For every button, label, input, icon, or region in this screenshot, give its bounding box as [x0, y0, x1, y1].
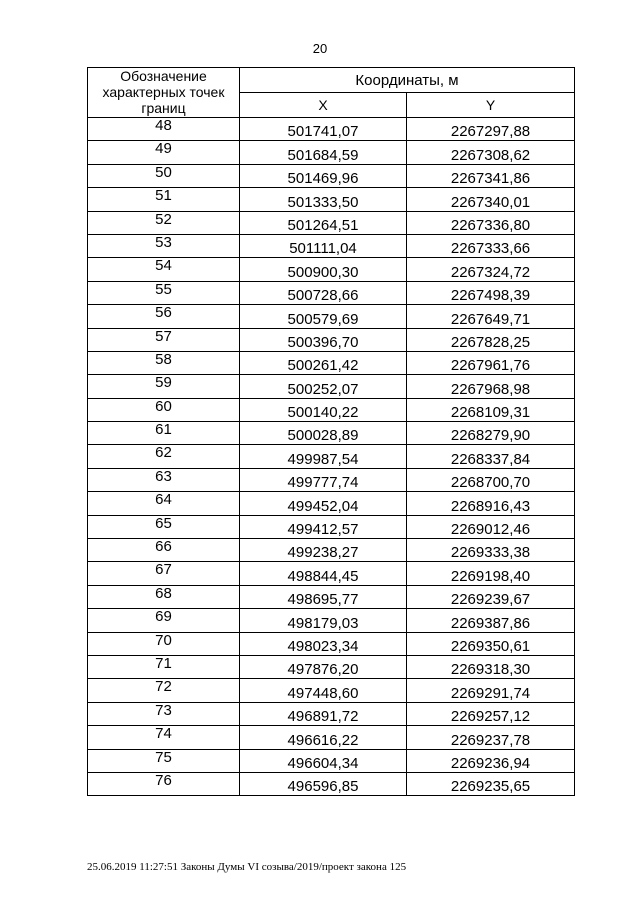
point-cell: 52 [88, 211, 240, 234]
table-row [88, 749, 575, 772]
table-row [88, 726, 575, 749]
x-coordinate-cell: 498023,34 [240, 632, 407, 655]
table-row [88, 351, 575, 374]
y-coordinate-cell: 2267333,66 [407, 234, 575, 257]
point-cell: 70 [88, 632, 240, 655]
table-header-row [88, 68, 575, 93]
x-coordinate-cell: 501469,96 [240, 164, 407, 187]
table-row [88, 539, 575, 562]
y-coordinate-cell: 2267828,25 [407, 328, 575, 351]
x-coordinate-cell: 498695,77 [240, 585, 407, 608]
table-row [88, 118, 575, 141]
table-row [88, 234, 575, 257]
point-cell: 49 [88, 141, 240, 164]
y-coordinate-cell: 2267961,76 [407, 351, 575, 374]
y-coordinate-cell: 2269350,61 [407, 632, 575, 655]
point-cell: 55 [88, 281, 240, 304]
header-coordinates: Координаты, м [240, 68, 575, 93]
x-coordinate-cell: 501264,51 [240, 211, 407, 234]
table-row [88, 258, 575, 281]
table-row [88, 585, 575, 608]
y-coordinate-cell: 2269291,74 [407, 679, 575, 702]
y-coordinate-cell: 2269257,12 [407, 702, 575, 725]
point-cell: 61 [88, 422, 240, 445]
y-coordinate-cell: 2269236,94 [407, 749, 575, 772]
point-cell: 67 [88, 562, 240, 585]
table-row [88, 562, 575, 585]
point-cell: 69 [88, 609, 240, 632]
y-coordinate-cell: 2267336,80 [407, 211, 575, 234]
point-cell: 60 [88, 398, 240, 421]
point-cell: 51 [88, 188, 240, 211]
x-coordinate-cell: 497448,60 [240, 679, 407, 702]
x-coordinate-cell: 501111,04 [240, 234, 407, 257]
table-row [88, 281, 575, 304]
point-cell: 64 [88, 492, 240, 515]
point-cell: 62 [88, 445, 240, 468]
table-row [88, 515, 575, 538]
table-row [88, 375, 575, 398]
point-cell: 57 [88, 328, 240, 351]
table-row [88, 398, 575, 421]
table-body [88, 118, 575, 796]
x-coordinate-cell: 500728,66 [240, 281, 407, 304]
table-row [88, 702, 575, 725]
y-coordinate-cell: 2267324,72 [407, 258, 575, 281]
x-coordinate-cell: 500028,89 [240, 422, 407, 445]
point-cell: 66 [88, 539, 240, 562]
x-coordinate-cell: 500261,42 [240, 351, 407, 374]
y-coordinate-cell: 2267968,98 [407, 375, 575, 398]
table-row [88, 772, 575, 795]
point-cell: 63 [88, 468, 240, 491]
table-row [88, 655, 575, 678]
table-row [88, 679, 575, 702]
y-coordinate-cell: 2267649,71 [407, 305, 575, 328]
point-cell: 68 [88, 585, 240, 608]
header-y: Y [407, 93, 575, 118]
y-coordinate-cell: 2267340,01 [407, 188, 575, 211]
y-coordinate-cell: 2269012,46 [407, 515, 575, 538]
header-point-designation: Обозначение характерных точек границ [88, 68, 240, 118]
x-coordinate-cell: 499987,54 [240, 445, 407, 468]
table-row [88, 445, 575, 468]
point-cell: 59 [88, 375, 240, 398]
table-row [88, 468, 575, 491]
point-cell: 75 [88, 749, 240, 772]
table-row [88, 609, 575, 632]
y-coordinate-cell: 2269387,86 [407, 609, 575, 632]
y-coordinate-cell: 2268916,43 [407, 492, 575, 515]
x-coordinate-cell: 498844,45 [240, 562, 407, 585]
table-row [88, 305, 575, 328]
y-coordinate-cell: 2268700,70 [407, 468, 575, 491]
x-coordinate-cell: 501684,59 [240, 141, 407, 164]
y-coordinate-cell: 2269237,78 [407, 726, 575, 749]
x-coordinate-cell: 500252,07 [240, 375, 407, 398]
y-coordinate-cell: 2269198,40 [407, 562, 575, 585]
y-coordinate-cell: 2269318,30 [407, 655, 575, 678]
point-cell: 48 [88, 118, 240, 141]
table-row [88, 141, 575, 164]
y-coordinate-cell: 2267341,86 [407, 164, 575, 187]
y-coordinate-cell: 2269239,67 [407, 585, 575, 608]
x-coordinate-cell: 496891,72 [240, 702, 407, 725]
table-row [88, 188, 575, 211]
x-coordinate-cell: 501333,50 [240, 188, 407, 211]
point-cell: 73 [88, 702, 240, 725]
x-coordinate-cell: 500140,22 [240, 398, 407, 421]
point-cell: 74 [88, 726, 240, 749]
y-coordinate-cell: 2269235,65 [407, 772, 575, 795]
y-coordinate-cell: 2268109,31 [407, 398, 575, 421]
coordinates-table [87, 67, 575, 796]
table-row [88, 164, 575, 187]
x-coordinate-cell: 497876,20 [240, 655, 407, 678]
x-coordinate-cell: 496604,34 [240, 749, 407, 772]
point-cell: 53 [88, 234, 240, 257]
x-coordinate-cell: 500579,69 [240, 305, 407, 328]
point-cell: 58 [88, 351, 240, 374]
page-number: 20 [312, 41, 328, 56]
x-coordinate-cell: 500900,30 [240, 258, 407, 281]
x-coordinate-cell: 496616,22 [240, 726, 407, 749]
point-cell: 54 [88, 258, 240, 281]
point-cell: 50 [88, 164, 240, 187]
header-x: X [240, 93, 407, 118]
point-cell: 65 [88, 515, 240, 538]
y-coordinate-cell: 2268337,84 [407, 445, 575, 468]
y-coordinate-cell: 2269333,38 [407, 539, 575, 562]
y-coordinate-cell: 2268279,90 [407, 422, 575, 445]
x-coordinate-cell: 499412,57 [240, 515, 407, 538]
y-coordinate-cell: 2267308,62 [407, 141, 575, 164]
point-cell: 76 [88, 772, 240, 795]
x-coordinate-cell: 500396,70 [240, 328, 407, 351]
point-cell: 72 [88, 679, 240, 702]
x-coordinate-cell: 498179,03 [240, 609, 407, 632]
x-coordinate-cell: 499777,74 [240, 468, 407, 491]
table-row [88, 422, 575, 445]
table-row [88, 492, 575, 515]
table-row [88, 632, 575, 655]
x-coordinate-cell: 499238,27 [240, 539, 407, 562]
table-row [88, 328, 575, 351]
point-cell: 71 [88, 655, 240, 678]
y-coordinate-cell: 2267498,39 [407, 281, 575, 304]
y-coordinate-cell: 2267297,88 [407, 118, 575, 141]
footer-path: 25.06.2019 11:27:51 Законы Думы VI созыва/2019/проект закона 125 [87, 861, 407, 873]
point-cell: 56 [88, 305, 240, 328]
x-coordinate-cell: 501741,07 [240, 118, 407, 141]
table-row [88, 211, 575, 234]
x-coordinate-cell: 499452,04 [240, 492, 407, 515]
x-coordinate-cell: 496596,85 [240, 772, 407, 795]
